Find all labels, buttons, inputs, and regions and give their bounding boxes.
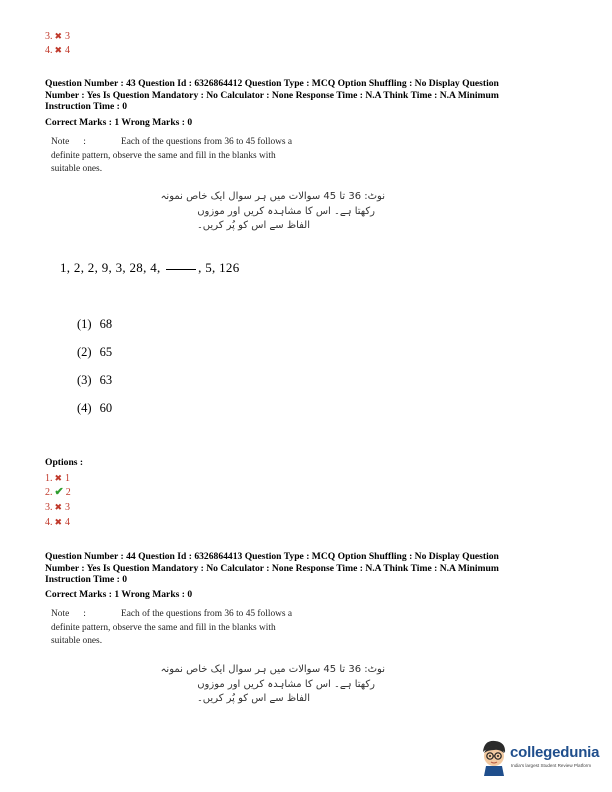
brand-name: collegedunia	[510, 744, 600, 761]
answer-choice: (2) 65	[77, 345, 113, 359]
student-mascot-icon	[478, 738, 510, 776]
cross-icon: ✖	[54, 502, 63, 512]
blank-line	[166, 269, 196, 270]
answer-choice: (3) 63	[77, 373, 113, 387]
answer-choice: (1) 68	[77, 317, 113, 331]
marks-line: Correct Marks : 1 Wrong Marks : 0	[45, 117, 193, 128]
marks-line: Correct Marks : 1 Wrong Marks : 0	[45, 589, 193, 600]
option-row: 2. ✔ 2	[45, 486, 71, 498]
note-text: Note : Each of the questions from 36 to 45 follows a definite pattern, observe the same and fill in the blanks with suitable ones.	[51, 609, 293, 646]
option-row: 4. ✖ 4	[45, 517, 71, 528]
question-header: Question Number : 44 Question Id : 6326864413 Question Type : MCQ Option Shuffling : No Display Question Number : Yes Is Question Mandatory : No Calculator : None Response Time : N.A Think Time : N.A Minimum Instruction Time : 0	[45, 551, 499, 585]
option-row: 1. ✖ 1	[45, 473, 71, 484]
option-row: 3. ✖ 3	[45, 31, 71, 42]
options-label: Options :	[45, 457, 84, 468]
note-text: Note : Each of the questions from 36 to 45 follows a definite pattern, observe the same and fill in the blanks with suitable ones.	[51, 137, 293, 174]
brand-tagline: India's largest Student Review Platform	[511, 763, 592, 768]
option-row: 3. ✖ 3	[45, 502, 71, 513]
cross-icon: ✖	[54, 31, 63, 41]
urdu-note: نوٹ: 36 تا 45 سوالات میں ہر سوال ایک خاص نمونہ رکھتا ہے۔ اس کا مشاہدہ کریں اور موزوں الفاظ سے اس کو پُر کریں۔	[160, 191, 385, 231]
cross-icon: ✖	[54, 473, 63, 483]
cross-icon: ✖	[54, 517, 63, 527]
answer-choice: (4) 60	[77, 401, 113, 415]
urdu-note: نوٹ: 36 تا 45 سوالات میں ہر سوال ایک خاص نمونہ رکھتا ہے۔ اس کا مشاہدہ کریں اور موزوں الفاظ سے اس کو پُر کریں۔	[160, 664, 385, 704]
collegedunia-logo	[478, 738, 608, 778]
number-series: 1, 2, 2, 9, 3, 28, 4, , 5, 126	[60, 260, 240, 275]
cross-icon: ✖	[54, 45, 63, 55]
question-header: Question Number : 43 Question Id : 6326864412 Question Type : MCQ Option Shuffling : No Display Question Number : Yes Is Question Mandatory : No Calculator : None Response Time : N.A Think Time : N.A Minimum Instruction Time : 0	[45, 78, 499, 112]
option-row: 4. ✖ 4	[45, 45, 71, 56]
check-icon: ✔	[54, 486, 64, 498]
